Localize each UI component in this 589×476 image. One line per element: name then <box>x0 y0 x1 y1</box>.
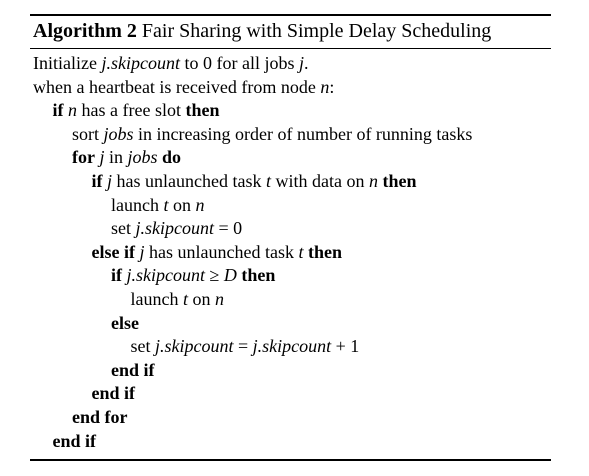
top-rule <box>30 14 551 16</box>
math-variable: t <box>182 289 188 309</box>
algorithm-line <box>72 146 181 168</box>
math-variable: j.skipcount <box>126 265 205 286</box>
math-variable: D <box>223 265 237 286</box>
line-text: when a heartbeat is received from node <box>33 76 321 97</box>
math-variable: j <box>298 53 304 73</box>
math-variable: j.skipcount <box>252 336 332 357</box>
algorithm-line <box>111 217 242 239</box>
math-variable: n <box>320 76 330 97</box>
math-variable: t <box>298 241 304 262</box>
algorithm-line <box>53 430 97 452</box>
algorithm-line <box>72 123 472 145</box>
math-variable: jobs <box>127 147 158 168</box>
line-text: on <box>168 194 196 215</box>
line-text: Initialize <box>33 53 102 73</box>
algorithm-line <box>131 335 360 357</box>
keyword: if <box>111 265 122 286</box>
keyword: end if <box>52 430 97 451</box>
algorithm-line <box>33 76 334 98</box>
line-text: has unlaunched task <box>144 241 299 262</box>
algorithm-line <box>111 194 205 216</box>
math-variable: t <box>265 171 271 191</box>
line-text: set <box>111 218 136 239</box>
bottom-rule <box>30 459 551 461</box>
keyword: then <box>307 241 342 262</box>
algorithm-line <box>92 241 343 263</box>
line-text: set <box>130 336 155 357</box>
line-text: = 0 <box>214 218 243 239</box>
line-text: in <box>104 147 128 168</box>
algorithm-line <box>72 406 128 428</box>
line-text: has unlaunched task <box>112 171 266 191</box>
algorithm-line <box>33 52 308 74</box>
line-text: has a free slot <box>77 100 186 121</box>
keyword: then <box>185 100 220 121</box>
line-text: = <box>233 336 253 357</box>
algorithm-line <box>111 359 155 381</box>
math-variable: n <box>68 100 77 121</box>
math-variable: j <box>139 241 145 262</box>
line-text: : <box>329 76 335 97</box>
math-variable: t <box>163 194 169 215</box>
keyword: else if <box>91 241 135 262</box>
keyword: end for <box>72 407 128 427</box>
algorithm-line <box>53 99 220 121</box>
math-variable: j.skipcount <box>155 336 234 357</box>
math-variable: j.skipcount <box>135 218 214 239</box>
keyword: then <box>241 265 276 286</box>
line-text: in increasing order of number of running tasks <box>133 123 473 144</box>
math-variable: j <box>99 147 105 168</box>
keyword: end if <box>91 383 136 404</box>
algorithm-line <box>92 382 136 404</box>
keyword: if <box>91 171 103 191</box>
math-variable: n <box>215 289 224 309</box>
line-text: with data on <box>271 171 369 191</box>
line-text: sort <box>72 123 104 144</box>
algorithm-line <box>111 264 275 286</box>
line-text: to 0 for all jobs <box>179 53 299 73</box>
algorithm-line <box>92 170 417 192</box>
caption-rule <box>30 48 551 49</box>
algorithm-title: Fair Sharing with Simple Delay Scheduling <box>141 20 492 42</box>
line-text: ≥ <box>205 265 224 286</box>
line-text: launch <box>111 194 164 215</box>
algorithm-line <box>131 288 225 310</box>
math-variable: n <box>368 171 378 191</box>
keyword: else <box>111 312 139 333</box>
math-variable: j <box>107 171 113 191</box>
line-text: . <box>303 53 309 73</box>
algorithm-line <box>111 312 139 334</box>
algorithm-label: Algorithm 2 <box>33 20 137 42</box>
keyword: then <box>382 171 417 191</box>
line-text: launch <box>130 289 183 309</box>
keyword: if <box>52 100 64 121</box>
keyword: end if <box>111 359 155 380</box>
math-variable: j.skipcount <box>101 53 180 73</box>
line-text: on <box>188 289 215 309</box>
math-variable: n <box>195 194 205 215</box>
line-text: + 1 <box>331 336 360 357</box>
algorithm-caption <box>33 19 491 43</box>
math-variable: jobs <box>103 123 134 144</box>
keyword: for <box>72 147 95 168</box>
keyword: do <box>162 147 182 168</box>
